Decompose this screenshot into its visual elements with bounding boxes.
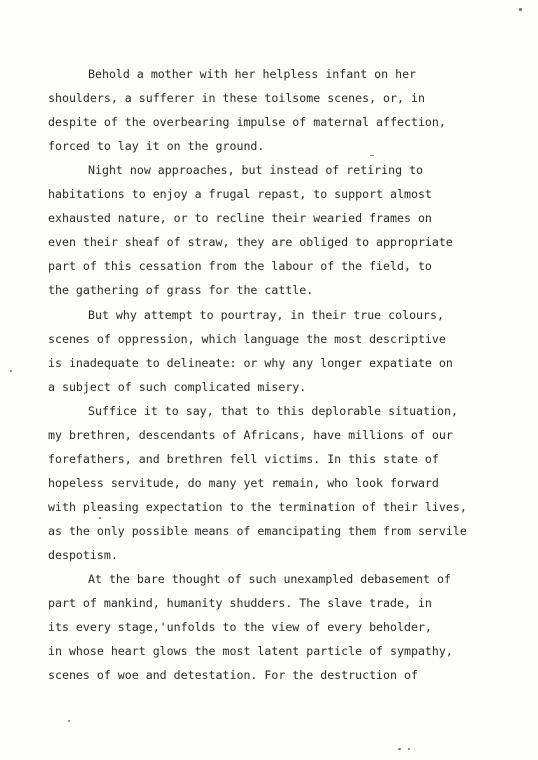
scan-speck	[10, 370, 12, 372]
text-line: But why attempt to pourtray, in their true colours,	[88, 308, 444, 322]
text-line: with pleasing expectation to the termination of their lives,	[48, 500, 467, 514]
text-line: as the only possible means of emancipating them from servile	[48, 524, 467, 538]
text-line: habitations to enjoy a frugal repast, to support almost	[48, 187, 432, 201]
text-line: Behold a mother with her helpless infant on her	[88, 67, 417, 81]
text-line: part of mankind, humanity shudders. The slave trade, in	[48, 596, 432, 610]
text-line: the gathering of grass for the cattle.	[48, 283, 314, 297]
text-line: part of this cessation from the labour of the field, to	[48, 259, 432, 273]
text-line: shoulders, a sufferer in these toilsome scenes, or, in	[48, 91, 425, 105]
text-line: its every stage,'unfolds to the view of every beholder,	[48, 620, 432, 634]
text-line: forced to lay it on the ground.	[48, 139, 265, 153]
text-line: scenes of oppression, which language the most descriptive	[48, 332, 446, 346]
text-line: Suffice it to say, that to this deplorable situation,	[88, 404, 458, 418]
text-line: despotism.	[48, 548, 118, 562]
scan-speck	[408, 748, 410, 750]
text-line: At the bare thought of such unexampled debasement of	[88, 572, 451, 586]
scan-speck	[99, 517, 101, 519]
scan-speck	[398, 748, 401, 750]
text-line: scenes of woe and detestation. For the destruction of	[48, 668, 418, 682]
text-line: forefathers, and brethren fell victims. In this state of	[48, 452, 439, 466]
text-line: Night now approaches, but instead of retiring to	[88, 163, 424, 177]
text-line: even their sheaf of straw, they are obliged to appropriate	[48, 235, 453, 249]
text-line: my brethren, descendants of Africans, have millions of our	[48, 428, 453, 442]
text-line: is inadequate to delineate: or why any longer expatiate on	[48, 356, 453, 370]
text-line: despite of the overbearing impulse of maternal affection,	[48, 115, 446, 129]
text-line: a subject of such complicated misery.	[48, 380, 307, 394]
scan-speck	[519, 8, 522, 11]
text-line: in whose heart glows the most latent particle of sympathy,	[48, 644, 453, 658]
text-line: exhausted nature, or to recline their wearied frames on	[48, 211, 432, 225]
text-line: hopeless servitude, do many yet remain, who look forward	[48, 476, 439, 490]
scan-speck	[370, 155, 374, 156]
scan-speck	[68, 720, 70, 722]
